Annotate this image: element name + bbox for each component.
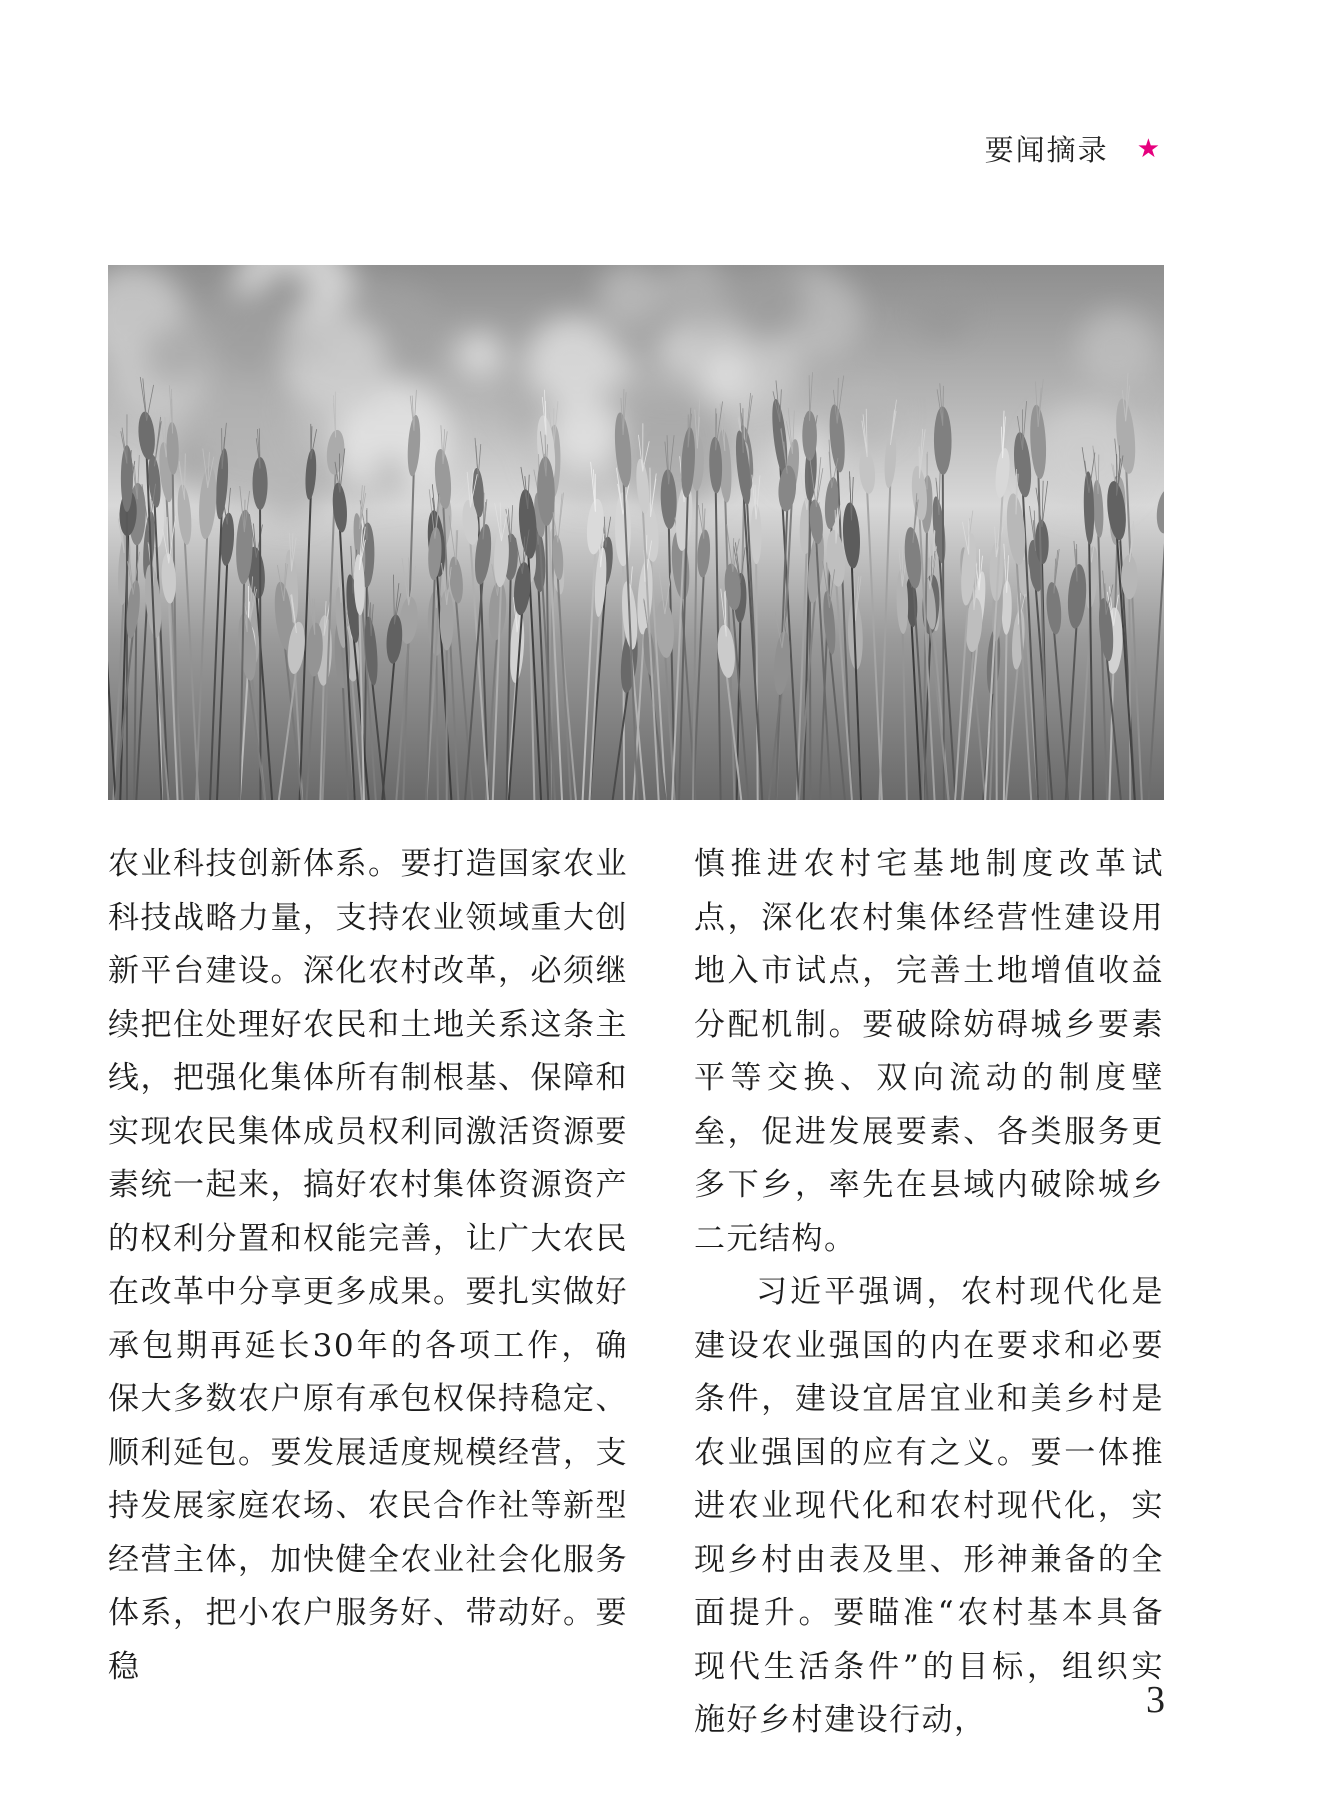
page-number: 3 bbox=[1146, 1679, 1165, 1721]
wheat-field-photo bbox=[108, 265, 1164, 800]
paragraph: 习近平强调，农村现代化是建设农业强国的内在要求和必要条件，建设宜居宜业和美乡村是农业强国的应有之义。要一体推进农业现代化和农村现代化，实现乡村由表及里、形神兼备的全面提升。要瞄准“农村基本具备现代生活条件”的目标，组织实施好乡村建设行动， bbox=[694, 1274, 1164, 1738]
paragraph: 农业科技创新体系。要打造国家农业科技战略力量，支持农业领域重大创新平台建设。深化农村改革，必须继续把住处理好农民和土地关系这条主线，把强化集体所有制根基、保障和实现农民集体成员权利同激活资源要素统一起来，搞好农村集体资源资产的权利分置和权能完善，让广大农民在改革中分享更多成果。要扎实做好承包期再延长30年的各项工作，确保大多数农户原有承包权保持稳定、顺利延包。要发展适度规模经营，支持发展家庭农场、农民合作社等新型经营主体，加快健全农业社会化服务体系，把小农户服务好、带动好。要稳 bbox=[108, 846, 628, 1685]
left-column bbox=[108, 838, 628, 1694]
right-column bbox=[694, 838, 1164, 1748]
section-header bbox=[985, 128, 1160, 169]
star-icon: ★ bbox=[1136, 133, 1160, 164]
paragraph: 慎推进农村宅基地制度改革试点，深化农村集体经营性建设用地入市试点，完善土地增值收益分配机制。要破除妨碍城乡要素平等交换、双向流动的制度壁垒，促进发展要素、各类服务更多下乡，率先在县域内破除城乡二元结构。 bbox=[694, 846, 1164, 1257]
section-title: 要闻摘录 bbox=[984, 133, 1109, 167]
